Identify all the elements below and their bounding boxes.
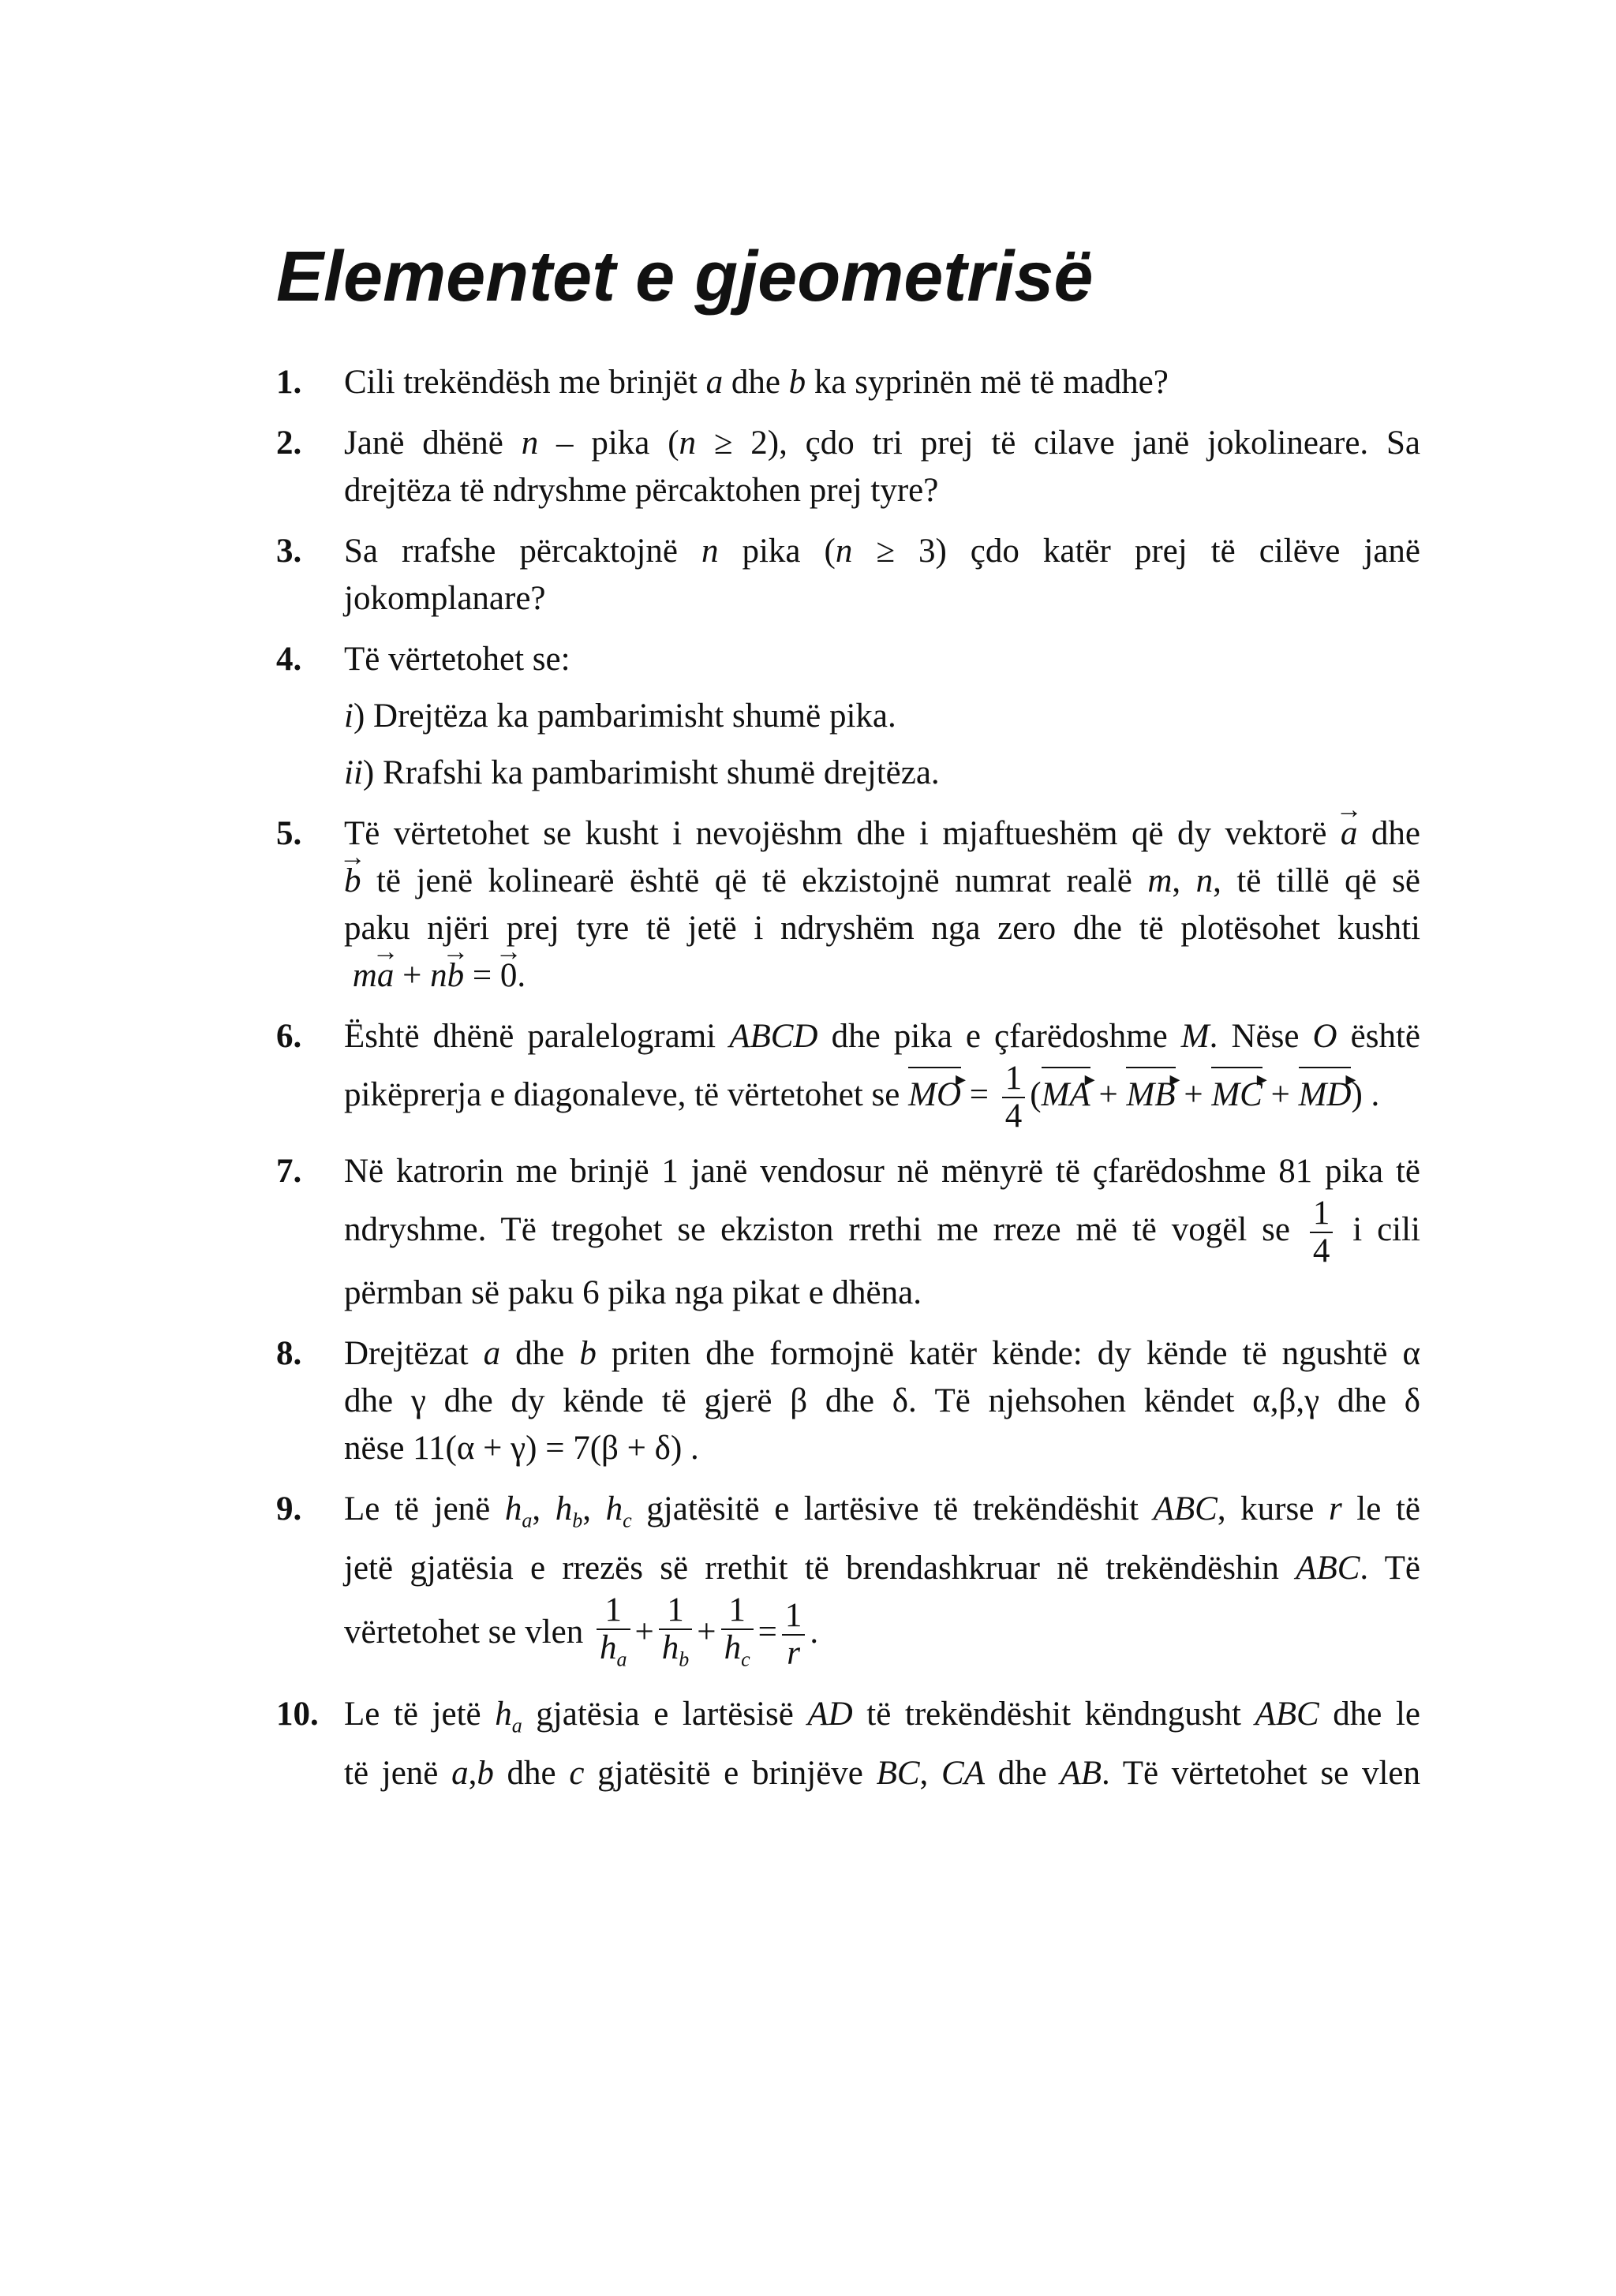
problem-10: 10. Le të jetë $h_a$ gjatësia e lartësisë AD të trekëndëshit këndngusht ABC dhe le të jenë a,b dhe c gjatësitë e brinjëve BC, CA dhe AB. Të vërtetohet se vlen <box>276 1691 1420 1797</box>
problem-number: 10. <box>276 1696 319 1733</box>
problem-5: 5. Të vërtetohet se kusht i nevojëshm dhe i mjaftueshëm që dy vektorë → a dhe → b të jenë kolinearë është që të ekzistojnë numrat realë m, n, të tillë që së paku njëri prej tyre të jetë i ndryshëm nga zero dhe të plotësohet kushti m→ a + n→ b = → 0. <box>276 810 1420 1000</box>
problem-text: Janë dhënë n – pika (n ≥ 2), çdo tri prej të cilave janë jokolineare. Sa <box>344 424 1420 462</box>
problem-text: Është dhënë paralelogrami ABCD dhe pika e çfarëdoshme M. Nëse O është <box>344 1018 1420 1055</box>
problem-number: 4. <box>276 641 302 678</box>
sub-item-ii: ii) Rrafshi ka pambarimisht shumë drejtëza. <box>344 754 940 791</box>
formula-heights: vërtetohet se vlen $\frac{1}{h_a}$ + $\frac{1}{h_b}$ + $\frac{1}{h_c}$ = $\frac{1}{r}$ . <box>344 1591 819 1672</box>
problem-text: Sa rrafshe përcaktojnë n pika (n ≥ 3) çdo katër prej të cilëve janë <box>344 533 1420 570</box>
problem-list <box>276 359 1420 1811</box>
problem-8: 8. Drejtëzat a dhe b priten dhe formojnë katër kënde: dy kënde të ngushtë α dhe γ dhe dy kënde të gjerë β dhe δ. Të njehsohen këndet α,β,γ dhe δ nëse 11(α + γ) = 7(β + δ) . <box>276 1330 1420 1472</box>
sub-item-i: i) Drejtëza ka pambarimisht shumë pika. <box>344 697 896 735</box>
problem-text: Në katrorin me brinjë 1 janë vendosur në mënyrë të çfarëdoshme 81 pika të <box>344 1153 1420 1190</box>
problem-text: Të vërtetohet se kusht i nevojëshm dhe i mjaftueshëm që dy vektorë → a dhe <box>344 810 1420 858</box>
problem-number: 9. <box>276 1490 302 1528</box>
problem-number: 5. <box>276 815 302 852</box>
problem-text: Të vërtetohet se: <box>344 641 570 678</box>
problem-3: 3. Sa rrafshe përcaktojnë n pika (n ≥ 3) çdo katër prej të cilëve janë jokomplanare? <box>276 528 1420 623</box>
formula-vector-sum: m→ a + n→ b = → 0. <box>344 952 1420 1000</box>
problem-number: 6. <box>276 1018 302 1055</box>
page-title: Elementet e gjeometrisë <box>276 237 1094 316</box>
formula-angles: nëse 11(α + γ) = 7(β + δ) . <box>344 1430 699 1467</box>
problem-number: 1. <box>276 364 302 401</box>
problem-text: Le të jenë $h_a$, $h_b$, $h_c$ gjatësitë e lartësive të trekëndëshit ABC, kurse r le të <box>344 1490 1420 1532</box>
problem-text: Drejtëzat a dhe b priten dhe formojnë katër kënde: dy kënde të ngushtë α <box>344 1335 1420 1372</box>
problem-number: 3. <box>276 533 302 570</box>
problem-7: 7. Në katrorin me brinjë 1 janë vendosur në mënyrë të çfarëdoshme 81 pika të ndryshme. Të tregohet se ekziston rrethi me rreze më të vogël se $\frac{1}{4}$ i cili përmban së paku 6 pika nga pikat e dhëna. <box>276 1148 1420 1317</box>
problem-number: 2. <box>276 424 302 462</box>
problem-6 <box>276 1013 1420 1135</box>
problem-number: 8. <box>276 1335 302 1372</box>
problem-text: Cili trekëndësh me brinjët a dhe b ka syprinën më të madhe? <box>344 364 1169 401</box>
problem-1 <box>276 359 1420 406</box>
problem-4 <box>276 636 1420 797</box>
problem-number: 7. <box>276 1153 302 1190</box>
problem-9: 9. Le të jenë $h_a$, $h_b$, $h_c$ gjatësitë e lartësive të trekëndëshit ABC, kurse r le të jetë gjatësia e rrezës së rrethit të brendashkruar në trekëndëshin ABC. Të vërtetohet se vlen $\frac{1}{h_a}$ + $\frac{1}{h_b}$ + $\frac{1}{h_c}$ = $\frac{1}{r}$ . <box>276 1486 1420 1677</box>
formula-midpoint: pikëprerja e diagonaleve, të vërtetohet se MO ▸ = $\frac{1}{4}$ (MA ▸ + MB ▸ + MC ▸ + MD ▸) . <box>344 1060 1420 1135</box>
problem-text: Le të jetë $h_a$ gjatësia e lartësisë AD të trekëndëshit këndngusht ABC dhe le <box>344 1696 1421 1737</box>
problem-2: 2. Janë dhënë n – pika (n ≥ 2), çdo tri prej të cilave janë jokolineare. Sa drejtëza të ndryshme përcaktohen prej tyre? <box>276 420 1420 514</box>
